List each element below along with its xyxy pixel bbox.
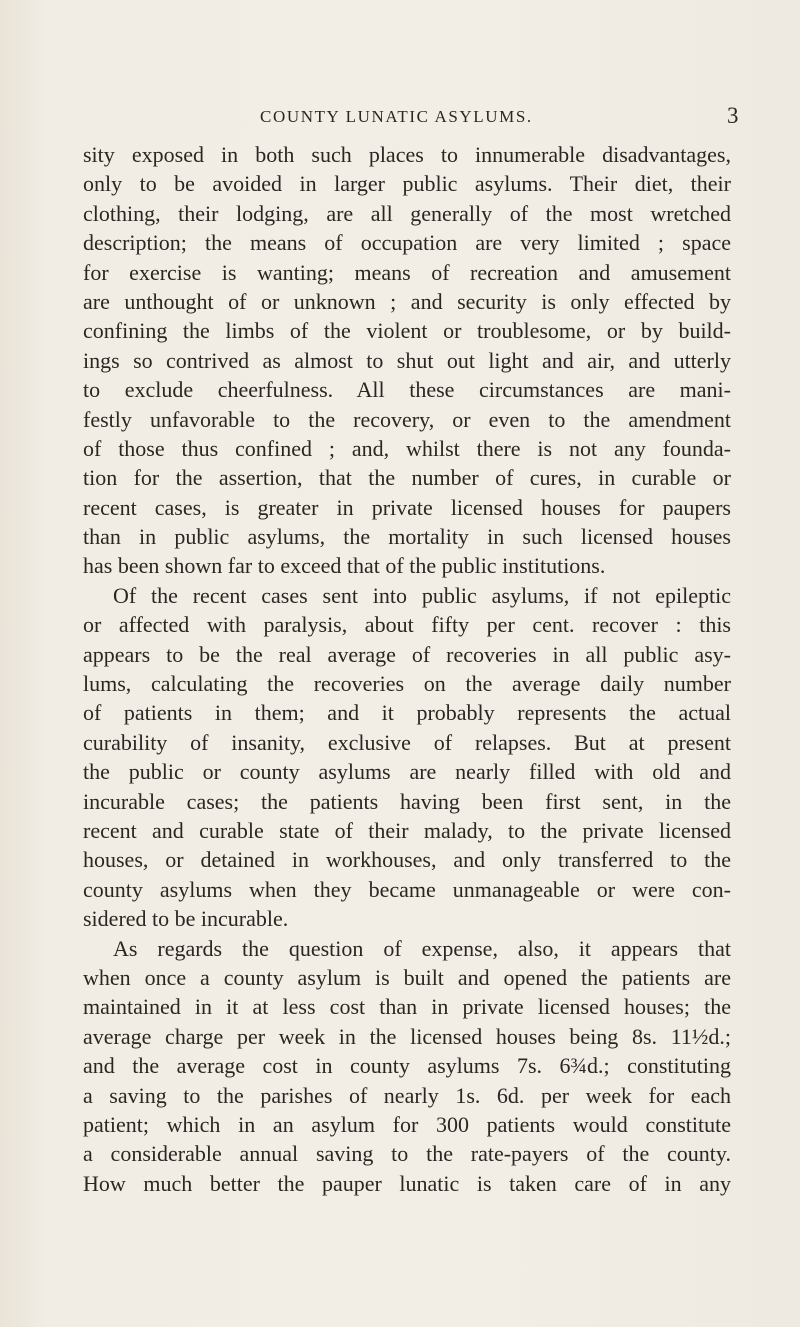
text-line: or affected with paralysis, about fifty per cent. recover : this <box>83 612 731 638</box>
text-line: average charge per week in the licensed houses being 8s. 11½d.; <box>83 1023 731 1049</box>
text-line: incurable cases; the patients having been first sent, in the <box>83 788 731 814</box>
text-line: sity exposed in both such places to innumerable disadvantages, <box>83 142 731 167</box>
text-line: of patients in them; and it probably represents the actual <box>83 700 731 726</box>
text-line: when once a county asylum is built and opened the patients are <box>83 964 731 990</box>
text-line: ings so contrived as almost to shut out light and air, and utterly <box>83 347 731 373</box>
text-line: of those thus confined ; and, whilst there is not any founda- <box>83 435 731 461</box>
text-line: only to be avoided in larger public asylums. Their diet, their <box>83 171 731 197</box>
paragraph-first-line: Of the recent cases sent into public asylums, if not epileptic <box>113 582 731 608</box>
text-line: confining the limbs of the violent or troublesome, or by build- <box>83 318 731 344</box>
text-line: patient; which in an asylum for 300 patients would constitute <box>83 1111 731 1137</box>
text-line: has been shown far to exceed that of the public institutions. <box>83 553 606 579</box>
text-line: for exercise is wanting; means of recreation and amusement <box>83 259 731 285</box>
text-line: the public or county asylums are nearly filled with old and <box>83 759 731 785</box>
text-line: appears to be the real average of recoveries in all public asy- <box>83 641 731 667</box>
text-line: are unthought of or unknown ; and security is only effected by <box>83 288 731 314</box>
text-line: curability of insanity, exclusive of relapses. But at present <box>83 729 731 755</box>
page-number: 3 <box>727 103 739 128</box>
page-header <box>0 103 800 133</box>
paragraph-first-line: As regards the question of expense, also, it appears that <box>113 935 731 961</box>
text-line: How much better the pauper lunatic is taken care of in any <box>83 1170 731 1196</box>
running-title: COUNTY LUNATIC ASYLUMS. <box>260 107 533 126</box>
text-line: than in public asylums, the mortality in such licensed houses <box>83 524 731 550</box>
text-line: to exclude cheerfulness. All these circumstances are mani- <box>83 377 731 403</box>
text-line: tion for the assertion, that the number of cures, in curable or <box>83 465 731 491</box>
text-line: description; the means of occupation are very limited ; space <box>83 230 731 256</box>
text-line: clothing, their lodging, are all generally of the most wretched <box>83 200 731 226</box>
text-line: county asylums when they became unmanageable or were con- <box>83 876 731 902</box>
text-line: a saving to the parishes of nearly 1s. 6d. per week for each <box>83 1082 731 1108</box>
body-text <box>83 140 731 1198</box>
text-line: recent and curable state of their malady, to the private licensed <box>83 817 731 843</box>
text-line: a considerable annual saving to the rate-payers of the county. <box>83 1141 731 1167</box>
text-line: lums, calculating the recoveries on the average daily number <box>83 671 731 697</box>
text-line: sidered to be incurable. <box>83 906 289 932</box>
text-line: and the average cost in county asylums 7s. 6¾d.; constituting <box>83 1053 731 1079</box>
text-line: festly unfavorable to the recovery, or even to the amendment <box>83 406 731 432</box>
text-line: houses, or detained in workhouses, and only transferred to the <box>83 847 731 873</box>
text-line: recent cases, is greater in private licensed houses for paupers <box>83 494 731 520</box>
text-line: maintained in it at less cost than in private licensed houses; the <box>83 994 731 1020</box>
